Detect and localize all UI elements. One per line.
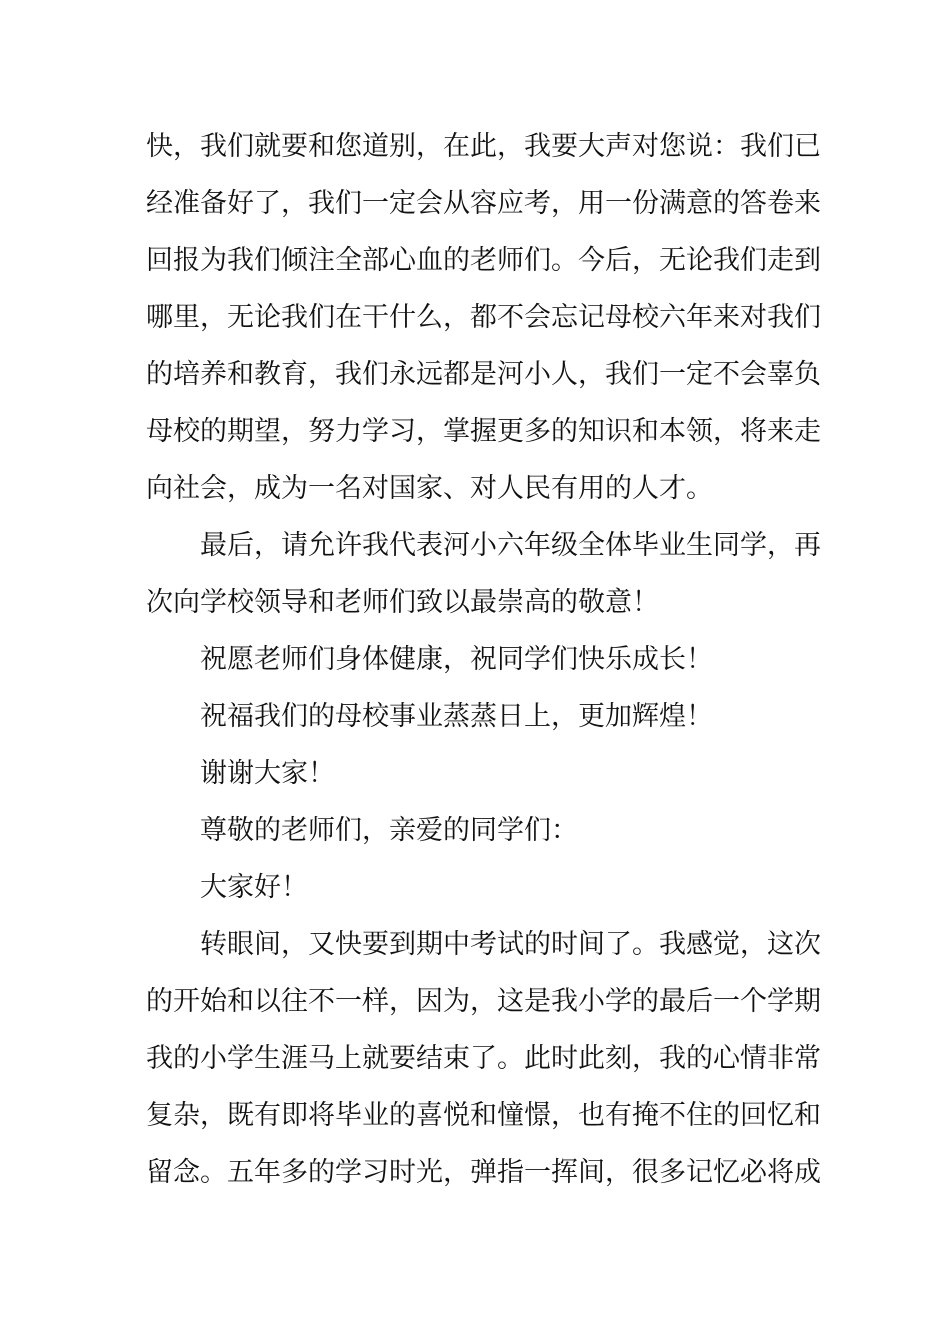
paragraph-farewell	[146, 118, 821, 517]
document-body	[146, 118, 821, 1201]
text-line: 的培养和教育，我们永远都是河小人，我们一定不会辜负	[146, 359, 821, 390]
text-line: 我的小学生涯马上就要结束了。此时此刻，我的心情非常	[146, 1043, 821, 1074]
text-line: 母校的期望，努力学习，掌握更多的知识和本领，将来走	[146, 416, 821, 447]
text-line: 复杂，既有即将毕业的喜悦和憧憬，也有掩不住的回忆和	[146, 1100, 821, 1131]
text-line: 哪里，无论我们在干什么，都不会忘记母校六年来对我们	[146, 302, 821, 333]
paragraph-wish-school	[146, 688, 806, 745]
text-line: 大家好！	[200, 872, 308, 903]
paragraph-thanks	[146, 745, 806, 802]
text-line: 尊敬的老师们，亲爱的同学们：	[200, 815, 578, 846]
paragraph-wish-teachers	[146, 631, 806, 688]
paragraph-respect	[146, 517, 821, 631]
text-line: 最后，请允许我代表河小六年级全体毕业生同学，再	[200, 530, 821, 561]
text-line: 祝福我们的母校事业蒸蒸日上，更加辉煌！	[200, 701, 713, 732]
text-line: 的开始和以往不一样，因为，这是我小学的最后一个学期	[146, 986, 821, 1017]
text-line: 回报为我们倾注全部心血的老师们。今后，无论我们走到	[146, 245, 821, 276]
text-line: 谢谢大家！	[200, 758, 335, 789]
text-line: 向社会，成为一名对国家、对人民有用的人才。	[146, 473, 713, 504]
paragraph-greeting	[146, 859, 806, 916]
paragraph-reflection	[146, 916, 821, 1201]
text-line: 转眼间，又快要到期中考试的时间了。我感觉，这次	[200, 929, 821, 960]
text-line: 留念。五年多的学习时光，弹指一挥间，很多记忆必将成	[146, 1157, 821, 1188]
text-line: 快，我们就要和您道别，在此，我要大声对您说：我们已	[146, 131, 821, 162]
text-line: 次向学校领导和老师们致以最崇高的敬意！	[146, 587, 659, 618]
text-line: 经准备好了，我们一定会从容应考，用一份满意的答卷来	[146, 188, 821, 219]
text-line: 祝愿老师们身体健康，祝同学们快乐成长！	[200, 644, 713, 675]
paragraph-salutation	[146, 802, 806, 859]
